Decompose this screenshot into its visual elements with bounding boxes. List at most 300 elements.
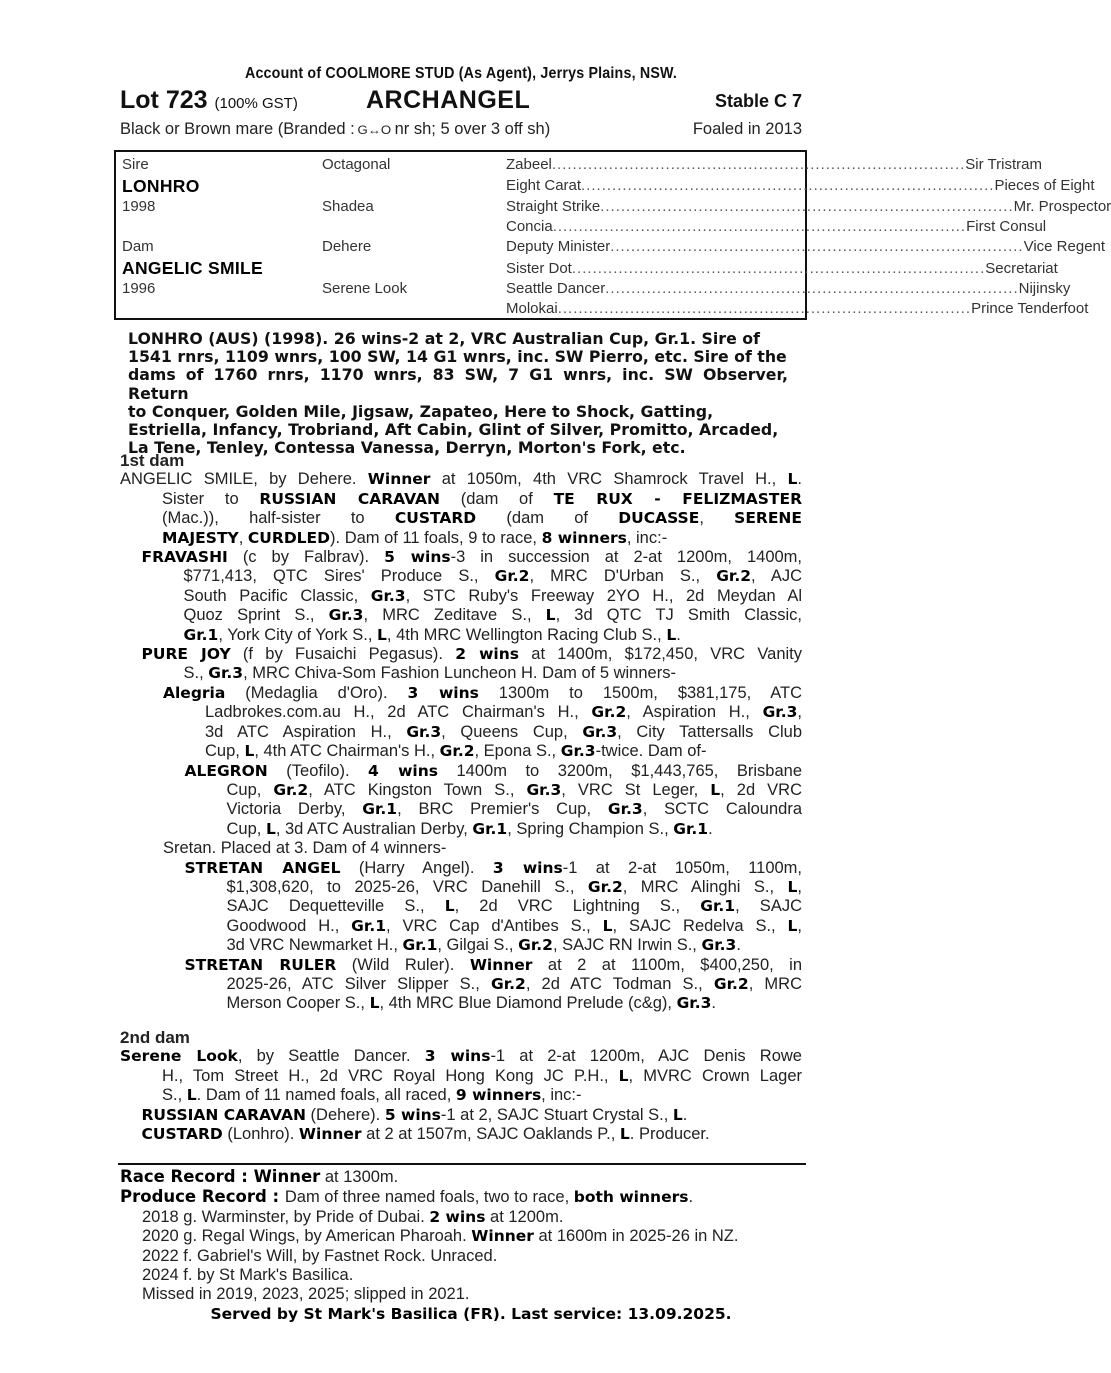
entry-line [120, 606, 802, 625]
race-record [120, 1167, 802, 1187]
text-run: $771,413, QTC Sires' Produce S., [183, 567, 495, 586]
entry-line [120, 567, 802, 586]
entry-line [120, 956, 802, 975]
text-run: Quoz Sprint S., [183, 606, 329, 625]
text-run: , [797, 916, 802, 935]
pedigree-entry [120, 1106, 802, 1125]
bold-text: Gr.3 [208, 664, 244, 683]
gg-right: Pieces of Eight [994, 177, 1095, 194]
service-note: Served by St Mark's Basilica (FR). Last service: 13.09.2025. [210, 1304, 732, 1323]
granddam-dam: Serene Look [322, 280, 408, 297]
bold-text: 3 wins [492, 858, 563, 877]
produce-record-end: . [688, 1188, 694, 1207]
bold-text: L [602, 916, 613, 935]
bold-text: 5 wins [384, 1105, 441, 1124]
text-run: . Producer. [629, 1125, 710, 1144]
horse-name: ARCHANGEL [366, 86, 531, 114]
dam-label: Dam [122, 238, 154, 255]
text-run: , [238, 528, 248, 547]
gg-right: Prince Tenderfoot [971, 300, 1089, 317]
text-run: , [797, 703, 802, 722]
bold-text: CUSTARD [141, 1125, 223, 1144]
text-run: 1300m to 1500m, $381,175, ATC [478, 683, 803, 702]
text-run: , inc:- [541, 1086, 582, 1105]
text-run: , AJC [751, 567, 802, 586]
text-run: . [797, 470, 802, 489]
bold-text: Gr.2 [273, 780, 309, 799]
text-run: (f by Fusaichi Pegasus). [230, 645, 456, 664]
text-run: , by Seattle Dancer. [237, 1047, 425, 1066]
bold-text: Gr.2 [490, 974, 526, 993]
bold-text: Gr.3 [701, 936, 737, 955]
bold-text: L [545, 606, 556, 625]
text-run: , [797, 877, 802, 896]
bold-text: Gr.1 [362, 800, 398, 819]
bold-text: STRETAN ANGEL [184, 858, 341, 877]
text-run: , SAJC [735, 897, 802, 916]
text-run: , ATC Kingston Town S., [308, 780, 527, 799]
entry-line [120, 703, 802, 722]
dam-year: 1996 [122, 280, 156, 297]
catalogue-header [120, 64, 802, 142]
sire-name: LONHRO [122, 176, 200, 196]
great-grandparent-row [506, 197, 1111, 217]
pedigree-entry [120, 762, 802, 840]
text-run: -3 in succession at 2-at 1200m, 1400m, [450, 548, 803, 567]
text-run: 3d ATC Aspiration H., [205, 722, 407, 741]
text-run: , Epona S., [474, 742, 561, 761]
pedigree-entry [120, 956, 802, 1014]
bold-text: DUCASSE [618, 509, 700, 528]
entry-line [120, 509, 802, 528]
first-dam-heading: 1st dam [120, 451, 185, 470]
text-run: at 1200m. [485, 1207, 564, 1226]
foal-entry [142, 1227, 802, 1246]
text-run: , 4th MRC Wellington Racing Club S., [386, 625, 667, 644]
entry-line [120, 878, 802, 897]
bold-text: TE RUX - FELIZMASTER [553, 489, 802, 508]
gg-left: Molokai [506, 300, 558, 317]
gst-note: (100% GST) [214, 95, 298, 112]
dam-name: ANGELIC SMILE [122, 258, 263, 278]
bold-text: L [787, 916, 798, 935]
bold-text: Winner [471, 1227, 534, 1246]
text-run: Cup, [205, 742, 245, 761]
entry-line [120, 645, 802, 664]
text-run: at 2 at 1100m, $400,250, in [532, 955, 803, 974]
text-run: , Gilgai S., [437, 936, 519, 955]
text-run: , 3d QTC TJ Smith Classic, [555, 606, 802, 625]
bold-text: Winner [367, 470, 431, 489]
bold-text: Gr.1 [700, 897, 736, 916]
text-run: , 4th ATC Chairman's H., [254, 742, 440, 761]
text-run: , 3d ATC Australian Derby, [275, 819, 473, 838]
entry-line [120, 800, 802, 819]
text-run: (Medaglia d'Oro). [225, 683, 408, 702]
text-run: , BRC Premier's Cup, [397, 800, 608, 819]
entry-line [120, 490, 802, 509]
bold-text: FRAVASHI [141, 548, 228, 567]
section-divider [118, 1163, 806, 1165]
leader-dots: ................................................................................ [571, 260, 986, 277]
text-run: . [682, 1105, 688, 1124]
entry-line [120, 917, 802, 936]
bold-text: CUSTARD [394, 509, 477, 528]
gg-left: Seattle Dancer [506, 280, 606, 297]
great-grandparent-row [506, 155, 1042, 175]
bold-text: L [672, 1105, 683, 1124]
bold-text: Winner [469, 955, 533, 974]
brand-symbol: G↔O [357, 123, 392, 137]
entry-line [120, 684, 802, 703]
bold-text: ALEGRON [184, 761, 268, 780]
bold-text: CURDLED [247, 528, 331, 547]
text-run: , 2d ATC Todman S., [525, 974, 714, 993]
text-run: , SAJC Redelva S., [612, 916, 788, 935]
entry-line [120, 664, 802, 683]
pedigree-entry [120, 470, 802, 548]
bold-text: Gr.3 [526, 780, 562, 799]
pedigree-entry [120, 645, 802, 684]
entry-line [120, 1106, 802, 1125]
text-run: Merson Cooper S., [226, 994, 370, 1013]
entry-line [120, 936, 802, 955]
bold-text: Gr.3 [328, 606, 364, 625]
text-run: , MRC Zeditave S., [363, 606, 546, 625]
text-run: S., [183, 664, 209, 683]
text-run: , VRC Cap d'Antibes S., [386, 916, 603, 935]
bold-text: Winner [298, 1125, 362, 1144]
text-run: . [711, 994, 717, 1013]
text-run: (Mac.)), half-sister to [162, 509, 395, 528]
text-run: Victoria Derby, [226, 800, 363, 819]
bold-text: 9 winners [455, 1086, 542, 1105]
foal-entry [142, 1266, 802, 1285]
great-grandparent-row [506, 279, 1071, 299]
text-run: 2024 f. by St Mark's Basilica. [142, 1266, 354, 1285]
text-run: 2025-26, ATC Silver Slipper S., [226, 974, 491, 993]
bold-text: PURE JOY [141, 645, 231, 664]
text-run: Cup, [226, 780, 274, 799]
sire-summary-line: LONHRO (AUS) (1998). 26 wins-2 at 2, VRC Australian Cup, Gr.1. Sire of [128, 329, 760, 348]
entry-line [120, 626, 802, 645]
produce-record-text: Dam of three named foals, two to race, [284, 1188, 574, 1207]
bold-text: Alegria [163, 683, 226, 702]
entry-line [120, 1125, 802, 1144]
text-run: -twice. Dam of- [595, 742, 707, 761]
bold-text: Gr.2 [716, 567, 752, 586]
text-run: (dam of [440, 489, 554, 508]
produce-record-label: Produce Record : [120, 1187, 285, 1207]
bold-text: Gr.2 [439, 742, 475, 761]
second-dam-section [120, 1028, 802, 1144]
foal-entry [142, 1247, 802, 1266]
gg-right: Nijinsky [1018, 280, 1071, 297]
leader-dots: ................................................................................ [552, 218, 967, 235]
entry-line [120, 1086, 802, 1105]
sire-summary-line: dams of 1760 rnrs, 1170 wnrs, 83 SW, 7 G1 wnrs, inc. SW Observer, Return [128, 365, 788, 403]
text-run: at 1600m in 2025-26 in NZ. [533, 1227, 739, 1246]
text-run: (Harry Angel). [340, 858, 493, 877]
text-run: (Lonhro). [222, 1125, 299, 1144]
text-run: , MRC D'Urban S., [529, 567, 717, 586]
entry-line [120, 1047, 802, 1066]
leader-dots: ................................................................................ [610, 238, 1024, 255]
gg-right: Vice Regent [1023, 238, 1106, 255]
bold-text: 4 wins [368, 761, 439, 780]
bold-text: Gr.1 [673, 819, 709, 838]
entry-line [120, 1067, 802, 1086]
text-run: at 2 at 1507m, SAJC Oaklands P., [361, 1125, 620, 1144]
text-run: (dam of [476, 509, 619, 528]
great-grandparent-row [506, 299, 1089, 319]
second-dam-heading: 2nd dam [120, 1028, 190, 1047]
bold-text: L [186, 1086, 197, 1105]
text-run: 2018 g. Warminster, by Pride of Dubai. [142, 1207, 430, 1226]
text-run: , Spring Champion S., [507, 819, 674, 838]
bold-text: Gr.3 [607, 800, 643, 819]
text-run: , MVRC Crown Lager [628, 1066, 802, 1085]
description-text: Black or Brown mare (Branded : [120, 120, 360, 138]
text-run: , MRC Alinghi S., [622, 877, 788, 896]
leader-dots: ................................................................................ [600, 198, 1014, 215]
gg-right: First Consul [966, 218, 1047, 235]
sire-label: Sire [122, 156, 149, 173]
text-run: South Pacific Classic, [183, 586, 371, 605]
entry-line [120, 839, 802, 858]
text-run: (Dehere). [305, 1105, 385, 1124]
text-run: 2020 g. Regal Wings, by American Pharoah. [142, 1227, 472, 1246]
bold-text: Gr.1 [472, 819, 508, 838]
text-run: , SAJC RN Irwin S., [552, 936, 702, 955]
text-run: Cup, [226, 819, 266, 838]
text-run: ANGELIC SMILE, by Dehere. [120, 470, 368, 489]
foaled-year: Foaled in 2013 [692, 120, 802, 138]
text-run: , City Tattersalls Club [617, 722, 802, 741]
bold-text: L [377, 625, 387, 644]
pedigree-table [114, 150, 1111, 320]
sire-summary-line: Estriella, Infancy, Trobriand, Aft Cabin, Glint of Silver, Promitto, Arcaded, [128, 420, 779, 440]
bold-text: Gr.3 [762, 703, 798, 722]
sire-summary-line: to Conquer, Golden Mile, Jigsaw, Zapateo, Here to Shock, Gatting, [128, 401, 714, 421]
bold-text: Gr.1 [402, 936, 438, 955]
entry-line [120, 529, 802, 548]
brand-text: nr sh; 5 over 3 off sh) [390, 120, 551, 138]
bold-text: Gr.3 [582, 722, 618, 741]
vendor-account: Account of COOLMORE STUD (As Agent), Jerrys Plains, NSW. [244, 65, 678, 82]
horse-description [120, 120, 550, 138]
text-run: $1,308,620, to 2025-26, VRC Danehill S., [226, 877, 588, 896]
first-dam-text [120, 470, 802, 1013]
text-run: . [736, 936, 741, 955]
text-run: ). Dam of 11 foals, 9 to race, [330, 528, 542, 547]
gg-right: Sir Tristram [965, 156, 1042, 173]
text-run: Sretan. Placed at 3. Dam of 4 winners- [163, 839, 447, 858]
race-record-result: Winner [253, 1167, 321, 1186]
gg-left: Deputy Minister [506, 238, 611, 255]
pedigree-entry [120, 548, 802, 645]
foal-list [120, 1208, 802, 1305]
bold-text: Gr.2 [591, 703, 627, 722]
text-run: , York City of York S., [218, 625, 378, 644]
gg-right: Mr. Prospector [1013, 198, 1111, 215]
bold-text: Gr.3 [370, 586, 406, 605]
bold-text: Gr.1 [183, 625, 219, 644]
text-run: SAJC Dequetteville S., [226, 897, 445, 916]
text-run: Missed in 2019, 2023, 2025; slipped in 2021. [142, 1285, 470, 1304]
text-run: , [699, 509, 735, 528]
race-record-label: Race Record : [120, 1167, 254, 1186]
text-run: , SCTC Caloundra [642, 800, 802, 819]
bold-text: Gr.2 [518, 936, 553, 955]
bold-text: Gr.1 [351, 916, 386, 935]
entry-line [120, 820, 802, 839]
leader-dots: ................................................................................ [581, 177, 995, 194]
text-run: , inc:- [626, 528, 668, 547]
foal-entry [142, 1285, 802, 1304]
pedigree-entry [120, 684, 802, 762]
bold-text: 3 wins [407, 683, 479, 702]
text-run: -1 at 2, SAJC Stuart Crystal S., [440, 1105, 673, 1124]
horse-description-row [120, 116, 802, 142]
bold-text: Serene Look [120, 1047, 238, 1066]
text-run: Goodwood H., [226, 916, 352, 935]
sire-summary [128, 330, 788, 457]
text-run: , MRC Chiva-Som Fashion Luncheon H. Dam of 5 winners- [243, 664, 676, 683]
text-run: Sister to [162, 489, 260, 508]
entry-line [120, 587, 802, 606]
bold-text: 3 wins [424, 1047, 491, 1066]
gg-left: Sister Dot [506, 260, 572, 277]
text-run: . Dam of 11 named foals, all raced, [196, 1086, 456, 1105]
entry-line [120, 742, 802, 761]
title-row [120, 84, 802, 116]
great-grandparent-row [506, 217, 1047, 237]
text-run: , Aspiration H., [626, 703, 763, 722]
gg-left: Straight Strike [506, 198, 601, 215]
entry-line [120, 994, 802, 1013]
text-run: (Teofilo). [267, 761, 369, 780]
grandsire-dam: Dehere [322, 238, 372, 255]
text-run: 1400m to 3200m, $1,443,765, Brisbane [438, 761, 802, 780]
text-run: , 2d VRC Lightning S., [454, 897, 701, 916]
pedigree-entry [120, 1047, 802, 1105]
bold-text: L [444, 897, 455, 916]
bold-text: MAJESTY [162, 528, 239, 547]
bold-text: L [369, 994, 380, 1013]
entry-line [120, 548, 802, 567]
foal-entry [142, 1208, 802, 1227]
text-run: , VRC St Leger, [561, 780, 711, 799]
stable-location: Stable C 7 [714, 91, 802, 111]
gg-right: Secretariat [985, 260, 1058, 277]
bold-text: L [265, 819, 276, 838]
bold-text: 5 wins [384, 548, 451, 567]
race-record-detail: at 1300m. [320, 1168, 399, 1186]
granddam-sire: Shadea [322, 198, 374, 215]
text-run: , Queens Cup, [441, 722, 583, 741]
bold-text: Gr.2 [713, 974, 749, 993]
great-grandparent-row [506, 237, 1106, 257]
leader-dots: ................................................................................ [605, 280, 1019, 297]
gg-left: Eight Carat [506, 177, 582, 194]
text-run: at 1400m, $172,450, VRC Vanity [519, 645, 802, 664]
text-run: , STC Ruby's Freeway 2YO H., 2d Meydan Al [405, 586, 802, 605]
bold-text: Gr.2 [494, 567, 530, 586]
gg-left: Concia [506, 218, 553, 235]
bold-text: L [710, 780, 721, 799]
bold-text: STRETAN RULER [184, 955, 337, 974]
text-run: . [676, 625, 681, 644]
text-run: 2022 f. Gabriel's Will, by Fastnet Rock. Unraced. [142, 1246, 498, 1265]
text-run: Ladbrokes.com.au H., 2d ATC Chairman's H., [205, 703, 592, 722]
bold-text: RUSSIAN CARAVAN [141, 1105, 306, 1124]
text-run: S., [162, 1086, 187, 1105]
text-run: at 1050m, 4th VRC Shamrock Travel H., [430, 470, 788, 489]
text-run: , MRC [748, 974, 802, 993]
text-run: . [708, 819, 713, 838]
entry-line [120, 859, 802, 878]
text-run: 3d VRC Newmarket H., [226, 936, 403, 955]
bold-text: RUSSIAN CARAVAN [259, 489, 440, 508]
leader-dots: ................................................................................ [557, 300, 972, 317]
bold-text: 2 wins [429, 1207, 486, 1226]
entry-line [120, 470, 802, 489]
lot-number [120, 84, 298, 120]
bold-text: L [666, 625, 677, 644]
text-run: (c by Falbrav). [227, 548, 385, 567]
sire-year: 1998 [122, 198, 156, 215]
pedigree-entry [120, 859, 802, 956]
second-dam-text [120, 1047, 802, 1144]
bold-text: Gr.3 [676, 994, 712, 1013]
pedigree-entry [120, 839, 802, 858]
bold-text: 2 wins [455, 645, 519, 664]
bold-text: SERENE [734, 509, 802, 528]
entry-line [120, 975, 802, 994]
entry-line [120, 762, 802, 781]
produce-record [120, 1187, 802, 1207]
entry-line [120, 897, 802, 916]
text-run: , 4th MRC Blue Diamond Prelude (c&g), [379, 994, 677, 1013]
great-grandparent-row [506, 176, 1095, 196]
text-run: -1 at 2-at 1050m, 1100m, [562, 858, 803, 877]
text-run: (Wild Ruler). [336, 955, 470, 974]
bold-text: Gr.3 [560, 742, 596, 761]
text-run: H., Tom Street H., 2d VRC Royal Hong Kong JC P.H., [162, 1066, 619, 1085]
entry-line [120, 723, 802, 742]
leader-dots: ................................................................................ [551, 156, 966, 173]
bold-text: L [787, 877, 798, 896]
sire-summary-line: 1541 rnrs, 1109 wnrs, 100 SW, 14 G1 wnrs, inc. SW Pierro, etc. Sire of the [128, 347, 787, 367]
bold-text: L [244, 742, 255, 761]
grandsire-sire: Octagonal [322, 156, 391, 173]
bold-text: L [619, 1125, 630, 1144]
lot-label: Lot 723 [120, 86, 208, 114]
great-grandparent-row [506, 259, 1058, 279]
bold-text: Gr.2 [587, 877, 623, 896]
sire-summary-line: La Tene, Tenley, Contessa Vanessa, Derryn, Morton's Fork, etc. [128, 438, 686, 458]
bold-text: L [787, 470, 798, 489]
text-run: -1 at 2-at 1200m, AJC Denis Rowe [490, 1047, 802, 1066]
entry-line [120, 781, 802, 800]
bold-text: 8 winners [541, 528, 627, 547]
bold-text: L [618, 1066, 629, 1085]
gg-left: Zabeel [506, 156, 552, 173]
records-section [120, 1167, 802, 1324]
pedigree-entry [120, 1125, 802, 1144]
first-dam-section [120, 451, 802, 1014]
